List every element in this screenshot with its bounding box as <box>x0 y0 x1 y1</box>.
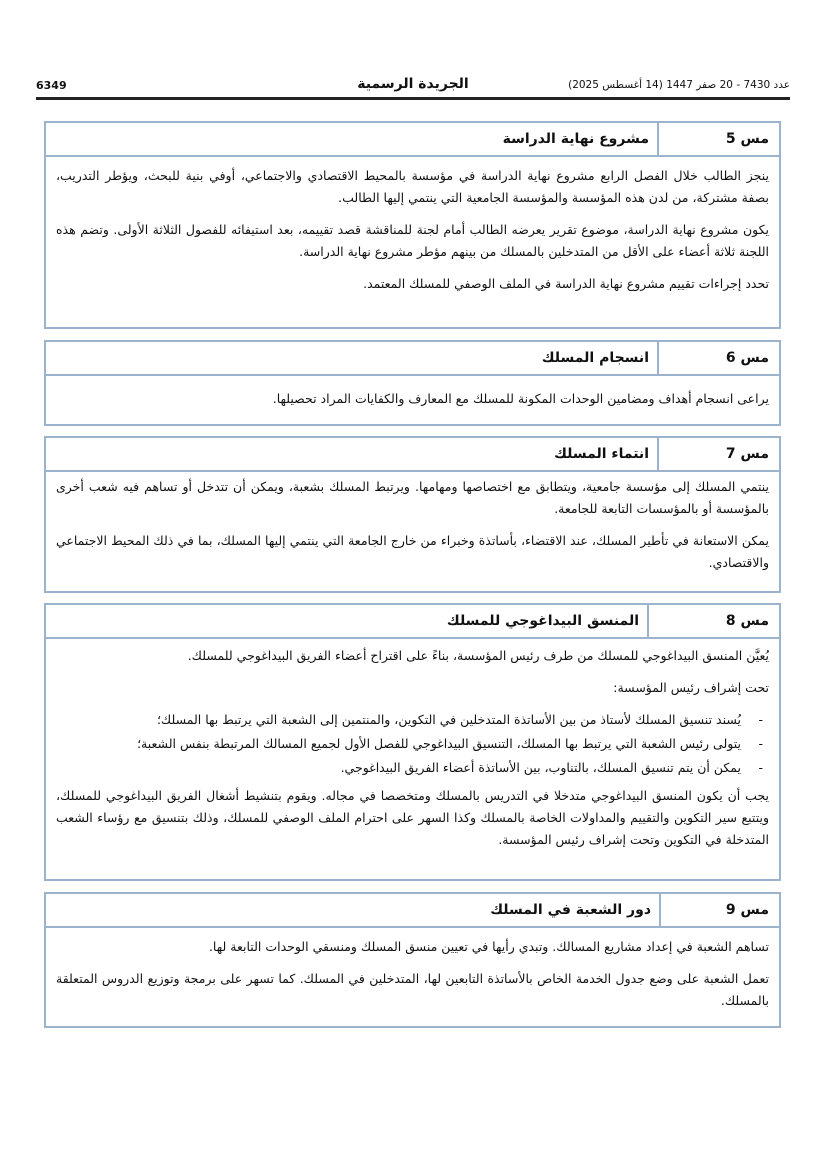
section-8-header <box>46 605 779 639</box>
section-7-paragraph: ينتمي المسلك إلى مؤسسة جامعية، ويتطابق مع اختصاصها ومهامها. ويرتبط المسلك بشعبة، ويمكن أن تتدخل أو تساهم فيه شعب أخرى بالمؤسسة أو بالمؤسسات التابعة للجامعة. <box>56 479 769 516</box>
list-item: - يمكن أن يتم تنسيق المسلك، بالتناوب، بين الأساتذة أعضاء الفريق البيداغوجي. <box>56 757 741 779</box>
section-8-bullet-list <box>56 709 769 779</box>
section-5-title: مشروع نهاية الدراسة <box>502 131 649 147</box>
section-8-title: المنسق البيداغوجي للمسلك <box>446 613 639 629</box>
section-5-paragraph: ينجز الطالب خلال الفصل الرابع مشروع نهاية الدراسة في مؤسسة بالمحيط الاقتصادي والاجتماعي، أوفي بنية للبحث، ويؤطر التدريب، بصفة مشتركة، من لدن هذه المؤسسة والمؤسسة الجامعية التي ينتمي إليها الطالب. <box>56 168 769 205</box>
section-8-paragraph: يُعيَّن المنسق البيداغوجي للمسلك من طرف رئيس المؤسسة، بناءً على اقتراح أعضاء الفريق البيداغوجي للمسلك. <box>187 648 769 663</box>
section-9 <box>44 892 781 1028</box>
section-5-header <box>46 123 779 157</box>
section-8-number: مس 8 <box>647 605 779 637</box>
section-5-body <box>46 157 779 309</box>
section-7-number: مس 7 <box>657 438 779 470</box>
section-7-header <box>46 438 779 472</box>
section-5-number: مس 5 <box>657 123 779 155</box>
section-5-paragraph: تحدد إجراءات تقييم مشروع نهاية الدراسة في الملف الوصفي للمسلك المعتمد. <box>363 276 769 291</box>
section-9-header <box>46 894 779 928</box>
header-rule <box>36 97 790 100</box>
section-8-paragraph: يجب أن يكون المنسق البيداغوجي متدخلا في التدريس بالمسلك ومتخصصا في مجاله. ويقوم بتنشيط أشغال الفريق البيداغوجي للمسلك، ويتتبع سير التكوين والتقييم والمداولات الخاصة بالمسلك وكذا السهر على احترام الملف الوصفي للمسلك، وذلك بتنسيق مع رؤساء الشعب المتدخلة في التكوين وتحت إشراف رئيس المؤسسة. <box>56 788 769 847</box>
section-6-number: مس 6 <box>657 342 779 374</box>
section-7-paragraph: يمكن الاستعانة في تأطير المسلك، عند الاقتضاء، بأساتذة وخبراء من خارج الجامعة التي ينتمي إليها المسلك، بما في ذلك المحيط الاجتماعي والاقتصادي. <box>56 533 769 570</box>
section-7-body <box>46 472 779 588</box>
section-7 <box>44 436 781 593</box>
section-6-body <box>46 376 779 424</box>
section-9-number: مس 9 <box>659 894 779 926</box>
page-number: 6349 <box>36 79 67 92</box>
gazette-title: الجريدة الرسمية <box>357 76 469 92</box>
issue-info: عدد 7430 - 20 صفر 1447 (14 أغسطس 2025) <box>568 79 790 91</box>
section-9-title: دور الشعبة في المسلك <box>490 902 651 918</box>
section-6-header <box>46 342 779 376</box>
list-item: - يتولى رئيس الشعبة التي يرتبط بها المسلك، التنسيق البيداغوجي للفصل الأول لجميع المسالك المرتبطة بنفس الشعبة؛ <box>56 733 741 755</box>
section-6 <box>44 340 781 426</box>
section-5 <box>44 121 781 329</box>
section-9-paragraph: تساهم الشعبة في إعداد مشاريع المسالك. وتبدي رأيها في تعيين منسق المسلك ومنسقي الوحدات التابعة لها. <box>208 939 769 954</box>
section-5-paragraph: يكون مشروع نهاية الدراسة، موضوع تقرير يعرضه الطالب أمام لجنة للمناقشة قصد تقييمه، بعد استيفائه للفصول الثلاثة الأولى. وتضم هذه اللجنة ثلاثة أعضاء على الأقل من المتدخلين بالمسلك من بينهم مؤطر مشروع نهاية الدراسة. <box>56 222 769 259</box>
section-6-paragraph: يراعى انسجام أهداف ومضامين الوحدات المكونة للمسلك مع المعارف والكفايات المراد تحصيلها. <box>272 391 769 406</box>
section-8-paragraph: تحت إشراف رئيس المؤسسة: <box>613 680 769 695</box>
section-8 <box>44 603 781 881</box>
section-6-title: انسجام المسلك <box>541 350 649 366</box>
section-9-paragraph: تعمل الشعبة على وضع جدول الخدمة الخاص بالأساتذة التابعين لها، المتدخلين في المسلك. كما تسهر على برمجة وتوزيع الدروس المتعلقة بالمسلك. <box>56 971 769 1008</box>
section-7-title: انتماء المسلك <box>554 446 649 462</box>
list-item: - يُسند تنسيق المسلك لأستاذ من بين الأساتذة المتدخلين في التكوين، والمنتمين إلى الشعبة التي يرتبط بها المسلك؛ <box>56 709 741 731</box>
page-header <box>36 76 790 98</box>
section-9-body <box>46 928 779 1026</box>
section-8-body <box>46 639 779 865</box>
